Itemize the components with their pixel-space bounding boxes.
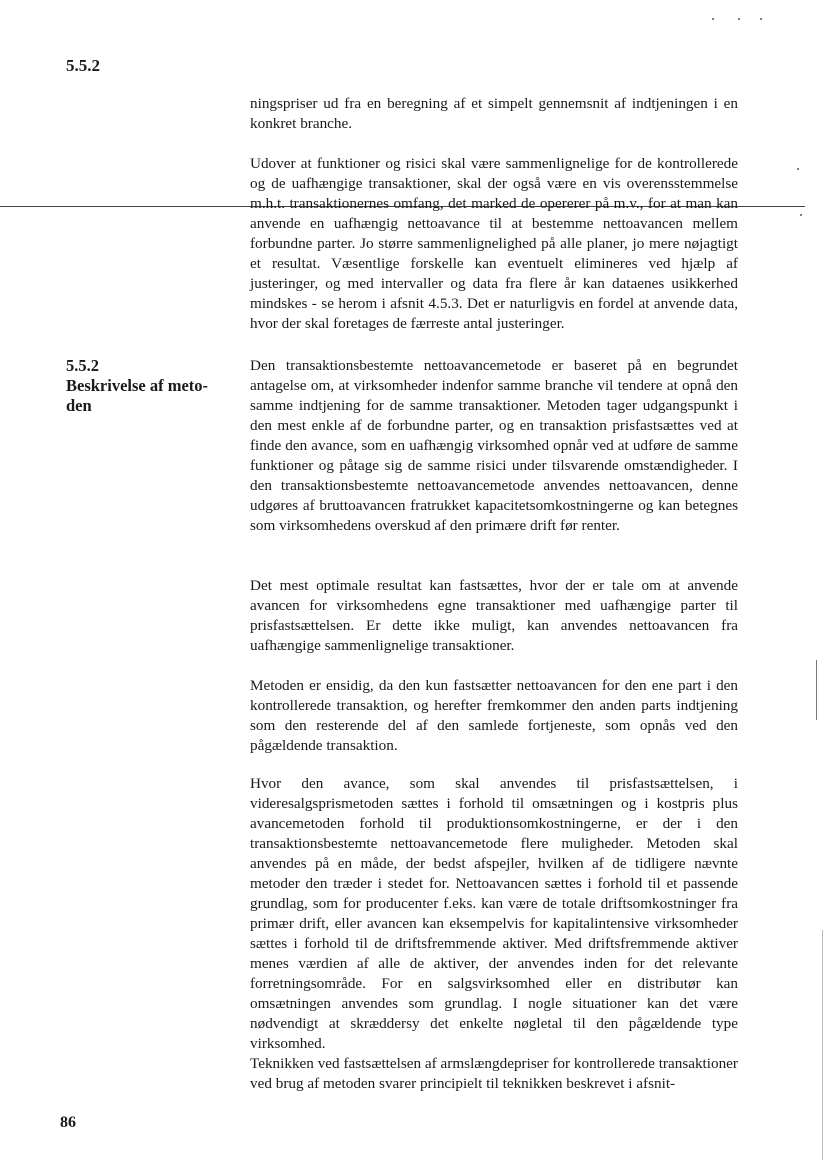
scan-speck [800, 214, 802, 216]
paragraph-technique: Teknikken ved fastsættelsen af armslængdepriser for kontrollerede transaktioner ved brug af metoden svarer principielt til teknikken beskrevet i afsnit- [250, 1055, 738, 1092]
section-heading-title-line2: den [66, 396, 92, 415]
paragraph-comparability: Udover at funktioner og risici skal være sammenlignelige for de kontrollerede og de uafhængige transaktioner, skal der også være en vis overensstemmelse m.h.t. transaktionernes omfang, det marked de opererer på m.v., for at man kan anvende en uafhængig nettoavance til at bestemme nettoavancen mellem forbundne parter. Jo større sammenlignelighed på alle planer, jo mere nøjagtigt et resultat. Væsentlige forskelle kan eventuelt elimineres ved hjælp af justeringer, og med intervaller og data fra flere år kan dataenes usikkerhed mindskes - se herom i afsnit 4.5.3. Det er naturligvis en fordel at anvende data, hvor der skal foretages de færreste antal justeringer. [250, 155, 738, 332]
scan-speck [712, 18, 714, 20]
running-head: 5.5.2 [66, 56, 100, 75]
scan-edge-mark [816, 660, 817, 720]
paragraph-net-margin-basis: Hvor den avance, som skal anvendes til prisfastsættelsen, i videresalgsprismetoden sættes i forhold til omsætningen og i kostpris plus avancemetoden forhold til produktionsomkostningerne, er der i den transaktionsbestemte nettoavancemetode flere muligheder. Metoden skal anvendes på en måde, der bedst afspejler, hvilken af de tidligere nævnte metoder den træder i stedet for. Nettoavancen sættes i forhold til et passende grundlag, som for producenter f.eks. kan være de totale driftsomkostninger fra primær drift, eller avancen kan eksempelvis for kapitalintensive virksomheder sættes i forhold til de driftsfremmende aktiver. Med driftsfremmende aktiver menes værdien af alle de aktiver, der anvendes inden for det relevante forretningsområde. For en salgsvirksomhed eller en distributør kan omsætningen anvendes som grundlag. I nogle situationer kan det være nødvendigt at skræddersy det enkelte nøgletal til den pågældende type virksomhed. [250, 775, 738, 1052]
scan-edge-mark [822, 930, 823, 1160]
paragraph-one-sided: Metoden er ensidig, da den kun fastsætter nettoavancen for den ene part i den kontrollerede transaktion, og herefter fremkommer den anden parts indtjening som den resterende del af den samlede fortjeneste, som opnås ved den pågældende transaktion. [250, 677, 738, 754]
section-heading [66, 356, 231, 416]
paragraph-method-description: Den transaktionsbestemte nettoavancemetode er baseret på en begrundet antagelse om, at virksomheder indenfor samme branche vil tendere at opnå den samme indtjening for de samme transaktioner. Metoden tager udgangspunkt i den mest enkle af de forbundne parter, og en transaktion prisfastsættes ved at finde den avance, som en uafhængig virksomhed opnår ved at udføre de samme funktioner og påtage sig de samme risici under tilsvarende omstændigheder. I den transaktionsbestemte nettoavancemetode anvendes nettoavancen, denne udgøres af bruttoavancen fratrukket kapacitetsomkostningerne og kan betegnes som virksomhedens overskud af den primære drift før renter. [250, 357, 738, 534]
scan-speck [797, 168, 799, 170]
scan-speck [738, 18, 740, 20]
section-heading-title-line1: Beskrivelse af meto- [66, 376, 209, 395]
section-heading-number: 5.5.2 [66, 356, 99, 375]
scan-speck [760, 18, 762, 20]
page-number: 86 [60, 1114, 76, 1131]
paragraph-optimal-result: Det mest optimale resultat kan fastsættes, hvor der er tale om at anvende avancen for virksomhedens egne transaktioner med uafhængige parter til prisfastsættelsen. Er dette ikke muligt, kan anvendes nettoavancen fra uafhængige sammenlignelige transaktioner. [250, 577, 738, 654]
paragraph-continuation: ningspriser ud fra en beregning af et simpelt gennemsnit af indtjeningen i en konkret branche. [250, 95, 738, 132]
